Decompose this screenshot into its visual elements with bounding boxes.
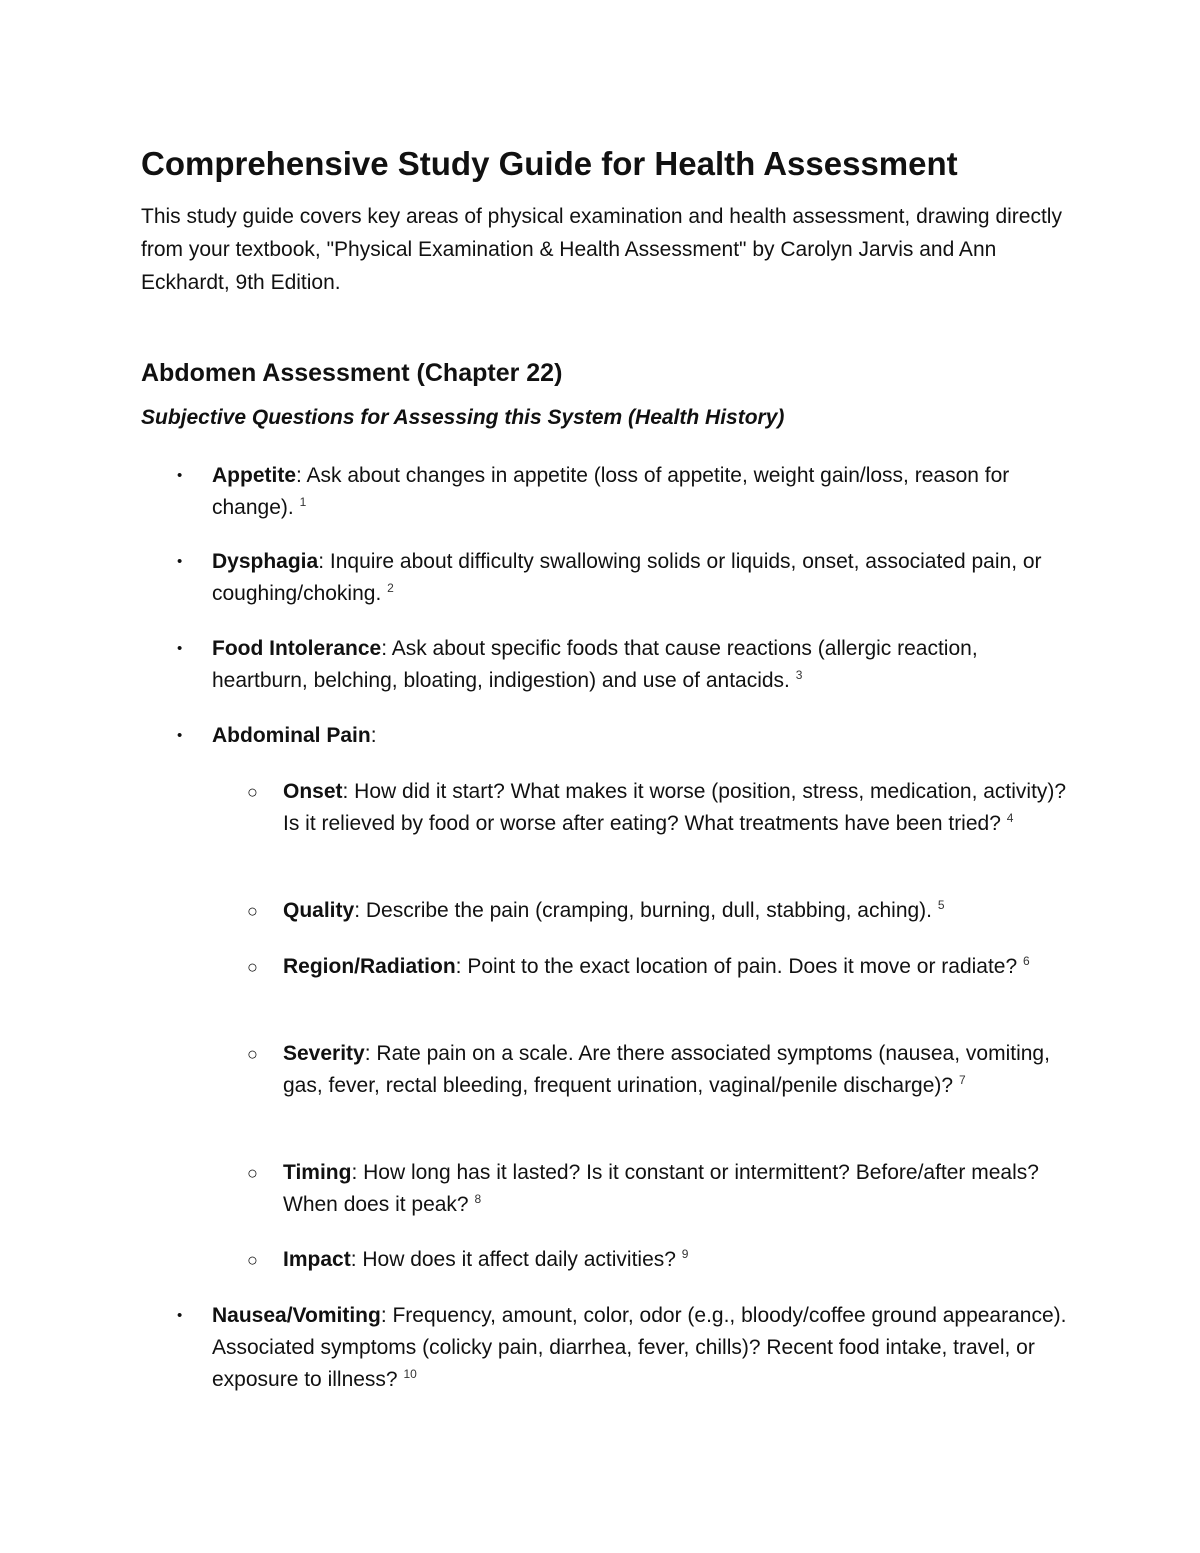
sub-item-severity	[283, 1038, 1073, 1102]
footnote-ref: 7	[958, 1073, 966, 1087]
list-item-appetite	[212, 460, 1072, 524]
sub-item-timing	[283, 1157, 1073, 1221]
bullet-icon: •	[177, 467, 183, 484]
circle-bullet-icon: ○	[247, 957, 258, 977]
item-term: Abdominal Pain	[212, 724, 371, 747]
footnote-ref: 10	[403, 1367, 417, 1381]
section-heading: Abdomen Assessment (Chapter 22)	[141, 359, 563, 387]
list-item-nausea-vomiting	[212, 1300, 1072, 1396]
footnote-ref: 1	[299, 495, 307, 509]
bullet-icon: •	[177, 727, 183, 744]
item-term: Dysphagia	[212, 550, 319, 573]
footnote-ref: 2	[387, 581, 394, 595]
bullet-icon: •	[177, 553, 183, 570]
item-term: Timing	[283, 1161, 352, 1184]
sub-heading: Subjective Questions for Assessing this System (Health History)	[141, 406, 785, 429]
item-term: Quality	[283, 899, 355, 922]
footnote-ref: 9	[681, 1247, 689, 1261]
list-item-food-intolerance	[212, 633, 1072, 697]
list-item-abdominal-pain	[212, 720, 1072, 752]
item-text: : How long has it lasted? Is it constant or intermittent? Before/after meals? When does it peak?	[283, 1161, 1039, 1216]
item-term: Food Intolerance	[212, 637, 382, 660]
sub-item-quality	[283, 895, 1073, 927]
footnote-ref: 8	[474, 1192, 482, 1206]
sub-item-onset	[283, 776, 1073, 840]
bullet-icon: •	[177, 1307, 183, 1324]
bullet-icon: •	[177, 640, 183, 657]
item-text: : Ask about changes in appetite (loss of appetite, weight gain/loss, reason for change).	[212, 464, 1010, 519]
circle-bullet-icon: ○	[247, 1044, 258, 1064]
circle-bullet-icon: ○	[247, 1163, 258, 1183]
item-term: Onset	[283, 780, 343, 803]
circle-bullet-icon: ○	[247, 1250, 258, 1270]
footnote-ref: 6	[1023, 954, 1030, 968]
item-text: :	[370, 724, 377, 747]
item-term: Impact	[283, 1248, 351, 1271]
list-item-dysphagia	[212, 546, 1072, 610]
item-text: : Describe the pain (cramping, burning, dull, stabbing, aching).	[354, 899, 933, 922]
intro-paragraph: This study guide covers key areas of physical examination and health assessment, drawing directly from your textbook, "Physical Examination & Health Assessment" by Carolyn Jarvis and Ann Eckhardt, 9th Edition.	[141, 205, 1062, 294]
circle-bullet-icon: ○	[247, 901, 258, 921]
item-text: : How did it start? What makes it worse (position, stress, medication, activity)? Is it relieved by food or worse after eating? What treatments have been tried?	[283, 780, 1067, 835]
footnote-ref: 3	[795, 668, 803, 682]
sub-item-impact	[283, 1244, 1073, 1276]
item-text: : Frequency, amount, color, odor (e.g., bloody/coffee ground appearance). Associated symptoms (colicky pain, diarrhea, fever, chills)? Recent food intake, travel, or exposure to illness?	[212, 1304, 1067, 1391]
sub-item-region-radiation	[283, 951, 1073, 983]
item-text: : Ask about specific foods that cause reactions (allergic reaction, heartburn, belching, bloating, indigestion) and use of antacids.	[212, 637, 978, 692]
circle-bullet-icon: ○	[247, 782, 258, 802]
item-text: : How does it affect daily activities?	[350, 1248, 676, 1271]
item-text: : Point to the exact location of pain. Does it move or radiate?	[455, 955, 1018, 978]
footnote-ref: 5	[937, 898, 945, 912]
document-title: Comprehensive Study Guide for Health Assessment	[141, 145, 958, 182]
item-text: : Inquire about difficulty swallowing solids or liquids, onset, associated pain, or coughing/choking.	[212, 550, 1042, 605]
item-text: : Rate pain on a scale. Are there associated symptoms (nausea, vomiting, gas, fever, rectal bleeding, frequent urination, vaginal/penile discharge)?	[283, 1042, 1050, 1097]
footnote-ref: 4	[1006, 811, 1014, 825]
item-term: Appetite	[212, 464, 296, 487]
item-term: Nausea/Vomiting	[212, 1304, 381, 1327]
item-term: Region/Radiation	[283, 955, 456, 978]
item-term: Severity	[283, 1042, 365, 1065]
